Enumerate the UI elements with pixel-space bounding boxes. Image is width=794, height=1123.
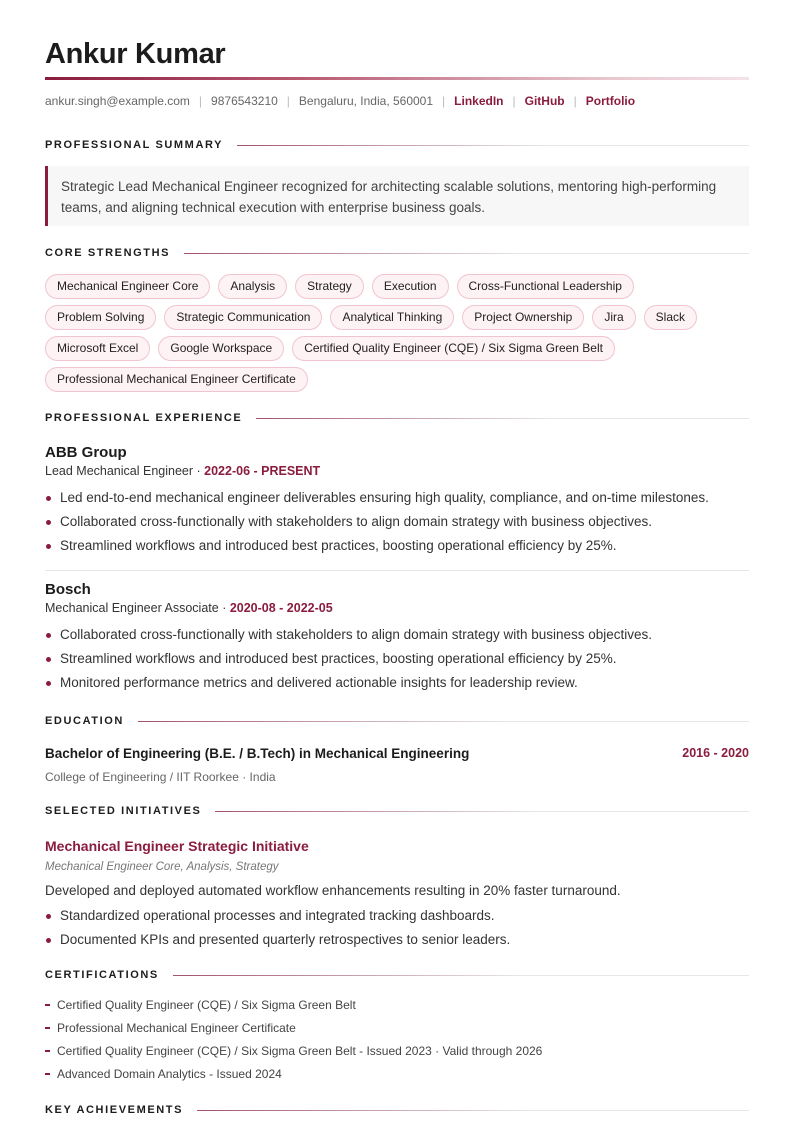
strength-chip: Slack [644, 305, 697, 330]
bullet-item: Collaborated cross-functionally with stakeholders to align domain strategy with business objectives. [45, 623, 749, 647]
summary-text: Strategic Lead Mechanical Engineer recognized for architecting scalable solutions, mentoring high-performing teams, and aligning technical execution with enterprise business goals. [45, 166, 749, 226]
section-header-strengths [45, 247, 749, 259]
bullet-item: Streamlined workflows and introduced best practices, boosting operational efficiency by 25%. [45, 534, 749, 558]
section-rule [173, 975, 749, 976]
strength-row [45, 336, 749, 367]
bullet-item: Led end-to-end mechanical engineer deliverables ensuring high quality, compliance, and on-time milestones. [45, 486, 749, 510]
separator: | [442, 94, 446, 108]
strength-chip: Problem Solving [45, 305, 156, 330]
job-title: Mechanical Engineer Associate [45, 601, 219, 615]
github-link[interactable]: GitHub [524, 94, 565, 108]
experience-entry [45, 581, 749, 695]
section-title: CORE STRENGTHS [45, 247, 171, 259]
section-title: KEY ACHIEVEMENTS [45, 1104, 184, 1116]
separator: | [512, 94, 516, 108]
strength-chip: Certified Quality Engineer (CQE) / Six Sigma Green Belt [292, 336, 615, 361]
section-rule [138, 721, 749, 722]
certification-item: Certified Quality Engineer (CQE) / Six Sigma Green Belt - Issued 2023 · Valid through 2026 [45, 1042, 749, 1065]
candidate-name: Ankur Kumar [45, 38, 226, 70]
bullet-item: Streamlined workflows and introduced best practices, boosting operational efficiency by 25%. [45, 647, 749, 671]
section-title: EDUCATION [45, 715, 124, 727]
section-title: PROFESSIONAL SUMMARY [45, 139, 224, 151]
certification-list [45, 996, 749, 1088]
section-rule [237, 145, 749, 146]
job-bullets [45, 623, 749, 695]
job-role: Mechanical Engineer Associate · 2020-08 - 2022-05 [45, 601, 333, 615]
separator: | [198, 94, 203, 108]
school-name: College of Engineering / IIT Roorkee · India [45, 770, 276, 784]
strength-row [45, 367, 749, 398]
job-title: Lead Mechanical Engineer [45, 464, 194, 478]
linkedin-link[interactable]: LinkedIn [454, 94, 504, 108]
section-header-achievements [45, 1104, 749, 1116]
strength-chip: Strategy [295, 274, 364, 299]
bullet-item: Standardized operational processes and integrated tracking dashboards. [45, 904, 749, 928]
education-years: 2016 - 2020 [682, 746, 749, 760]
name-underline [45, 77, 749, 80]
strength-chip: Cross-Functional Leadership [457, 274, 634, 299]
job-dates: 2020-08 - 2022-05 [229, 601, 333, 615]
strength-chip: Microsoft Excel [45, 336, 150, 361]
certification-item: Professional Mechanical Engineer Certificate [45, 1019, 749, 1042]
bullet-item: Collaborated cross-functionally with stakeholders to align domain strategy with business objectives. [45, 510, 749, 534]
separator: | [286, 94, 290, 108]
degree-name: Bachelor of Engineering (B.E. / B.Tech) in Mechanical Engineering [45, 746, 470, 761]
strength-chip: Google Workspace [158, 336, 284, 361]
strength-chip: Jira [592, 305, 635, 330]
initiative-title: Mechanical Engineer Strategic Initiative [45, 838, 309, 854]
company-name: ABB Group [45, 444, 127, 461]
section-header-education [45, 715, 749, 727]
section-title: CERTIFICATIONS [45, 969, 159, 981]
section-rule [184, 253, 749, 254]
section-header-initiatives [45, 805, 749, 817]
contact-location: Bengaluru, India, 560001 [298, 94, 434, 108]
strengths-list [45, 274, 749, 398]
contact-email[interactable]: ankur.singh@example.com [45, 94, 190, 108]
strength-row [45, 274, 749, 305]
initiative-description: Developed and deployed automated workflow enhancements resulting in 20% faster turnaround. [45, 883, 621, 898]
bullet-item: Documented KPIs and presented quarterly retrospectives to senior leaders. [45, 928, 749, 952]
job-divider [45, 570, 749, 571]
experience-entry [45, 444, 749, 558]
contact-phone[interactable]: 9876543210 [211, 94, 278, 108]
job-bullets [45, 486, 749, 558]
strength-chip: Strategic Communication [164, 305, 322, 330]
initiative-bullets [45, 904, 749, 952]
strength-chip: Professional Mechanical Engineer Certificate [45, 367, 308, 392]
section-rule [197, 1110, 749, 1111]
company-name: Bosch [45, 581, 91, 598]
separator: | [573, 94, 577, 108]
job-role: Lead Mechanical Engineer · 2022-06 - PRESENT [45, 464, 321, 478]
bullet-item: Monitored performance metrics and delivered actionable insights for leadership review. [45, 671, 749, 695]
strength-chip: Execution [372, 274, 449, 299]
initiative-tags: Mechanical Engineer Core, Analysis, Strategy [45, 861, 279, 873]
section-title: PROFESSIONAL EXPERIENCE [45, 412, 243, 424]
section-header-certifications [45, 969, 749, 981]
contact-bar [45, 94, 635, 108]
section-rule [215, 811, 749, 812]
strength-chip: Mechanical Engineer Core [45, 274, 210, 299]
strength-chip: Analytical Thinking [330, 305, 454, 330]
section-rule [256, 418, 749, 419]
section-header-summary [45, 139, 749, 151]
certification-item: Advanced Domain Analytics - Issued 2024 [45, 1065, 749, 1088]
strength-chip: Analysis [218, 274, 287, 299]
job-dates: 2022-06 - PRESENT [204, 464, 321, 478]
strength-row [45, 305, 749, 336]
portfolio-link[interactable]: Portfolio [585, 94, 636, 108]
certification-item: Certified Quality Engineer (CQE) / Six Sigma Green Belt [45, 996, 749, 1019]
section-header-experience [45, 412, 749, 424]
section-title: SELECTED INITIATIVES [45, 805, 202, 817]
strength-chip: Project Ownership [462, 305, 584, 330]
education-entry [45, 746, 749, 761]
